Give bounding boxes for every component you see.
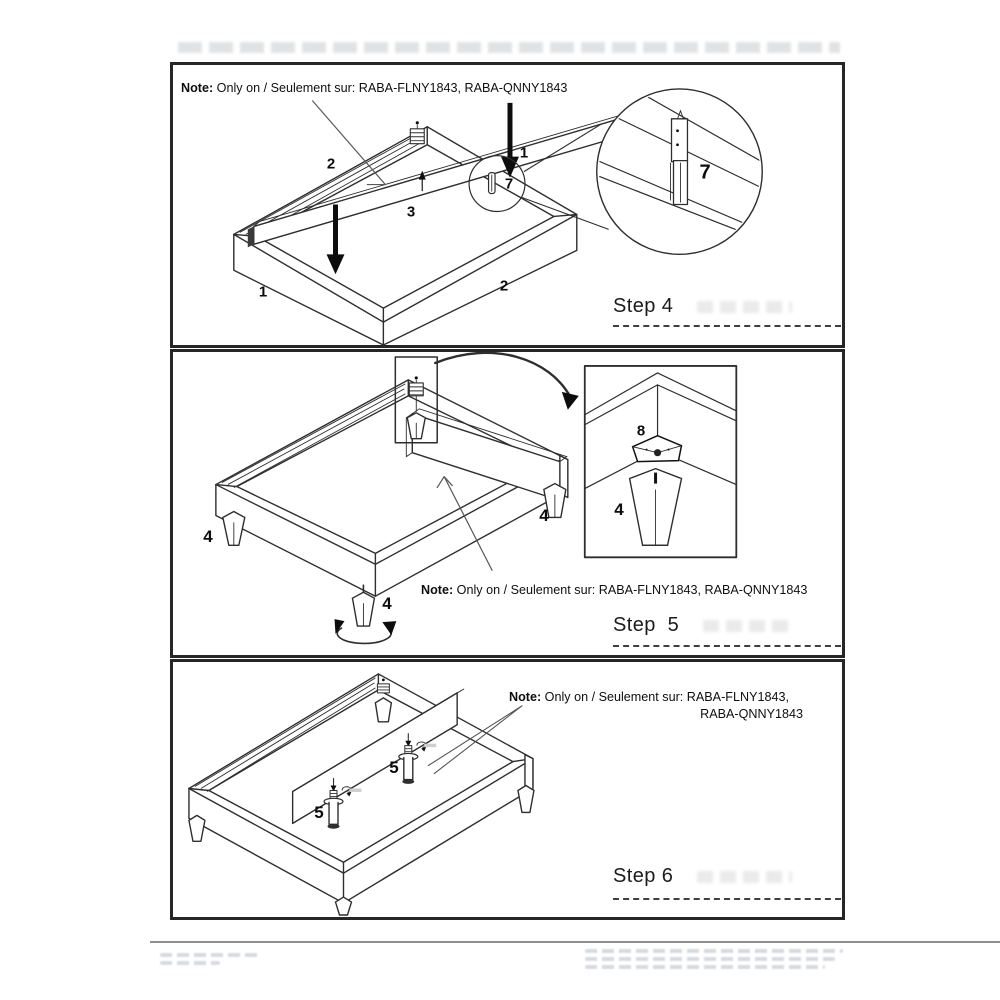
faded-step-text [703, 620, 793, 632]
part-label-5-lower: 5 [314, 803, 324, 822]
center-rail [406, 409, 567, 501]
panel1-note [181, 81, 567, 97]
note-body-line1: Only on / Seulement sur: RABA-FLNY1843, [541, 690, 789, 704]
curved-arrow [435, 353, 579, 410]
magnifier-circle [595, 81, 765, 254]
panel-step5 [170, 349, 845, 658]
note-body: Only on / Seulement sur: RABA-FLNY1843, RABA-QNNY1843 [213, 81, 568, 95]
note-prefix: Note: [509, 690, 542, 704]
panel2-note [421, 583, 807, 599]
part-label-8-bracket: 8 [636, 422, 646, 440]
faded-footer-right [585, 949, 847, 973]
step5-label: Step 5 [613, 614, 680, 636]
corner-leg-left [189, 815, 205, 841]
corner-leg-front [352, 585, 374, 626]
bracket-pin-detail [671, 111, 688, 205]
panel-step6 [170, 659, 845, 920]
note-body: Only on / Seulement sur: RABA-FLNY1843, RABA-QNNY1843 [453, 583, 808, 597]
part-label-5-upper: 5 [389, 758, 399, 777]
center-rail [248, 108, 646, 248]
faded-footer-left [160, 953, 265, 969]
part-label-4-front: 4 [382, 594, 392, 613]
faded-step-text [697, 871, 792, 883]
footer-divider [150, 941, 1000, 943]
part-label-2-top: 2 [326, 155, 336, 173]
step5-diagram [173, 352, 842, 655]
part-label-2-front: 2 [499, 277, 509, 295]
step4-label: Step 4 [613, 295, 674, 317]
note-prefix: Note: [421, 583, 454, 597]
panel-step4 [170, 62, 845, 348]
part-label-1-front: 1 [258, 283, 268, 301]
corner-leg-right [518, 786, 534, 813]
part-label-1-top: 1 [519, 144, 529, 162]
part-label-4-detail: 4 [614, 500, 624, 519]
panel3-note [509, 690, 803, 722]
bed-frame [216, 380, 568, 596]
note-body-line2: RABA-QNNY1843 [700, 706, 803, 721]
step6-label: Step 6 [613, 865, 674, 887]
note-prefix: Note: [181, 81, 214, 95]
faded-header-text [178, 42, 840, 53]
corner-detail-box [585, 366, 737, 557]
part-label-4-right: 4 [539, 506, 549, 525]
corner-leg-top [375, 679, 391, 722]
step6-divider [613, 898, 841, 900]
note-leader [437, 477, 492, 571]
step4-divider [613, 325, 841, 327]
part-label-3: 3 [406, 203, 416, 221]
part-label-7-zoom: 7 [699, 161, 711, 184]
part-label-7-slot: 7 [504, 175, 514, 193]
corner-leg-left [223, 511, 245, 545]
threaded-insert [410, 121, 424, 144]
step5-divider [613, 645, 841, 647]
corner-leg-front [336, 897, 352, 915]
part-label-4-left: 4 [203, 527, 213, 546]
faded-step-text [697, 301, 792, 313]
